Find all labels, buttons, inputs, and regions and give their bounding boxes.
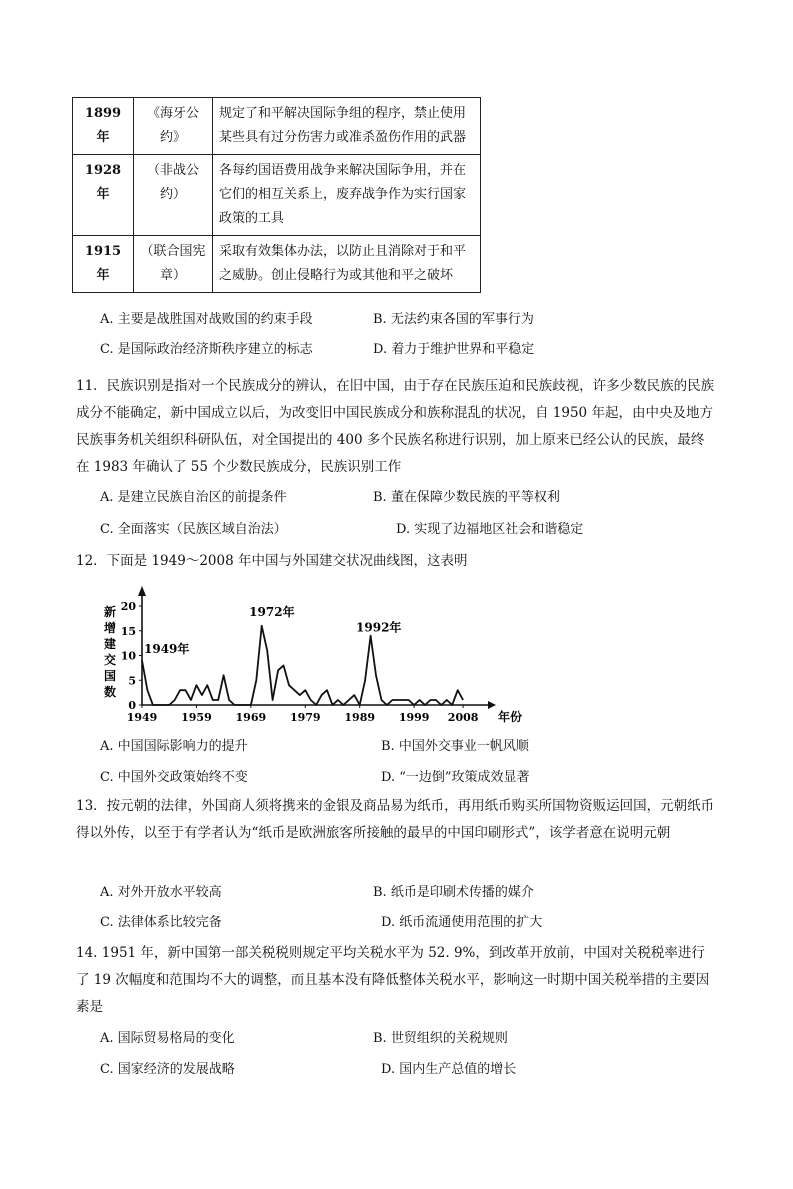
q10-option-a[interactable]: A. 主要是战胜国对战败国的约束手段 xyxy=(100,312,313,327)
y-axis-arrow xyxy=(138,586,146,596)
x-tick-label: 1989 xyxy=(344,711,376,724)
q11-option-c[interactable]: C. 全面落实（民族区域自治法） xyxy=(100,522,287,537)
treaty-name-cell: 《海牙公约》 xyxy=(134,98,213,155)
question-14-stem: 14. 1951 年，新中国第一部关税税则规定平均关税水平为 52. 9%，到改革开放前，中国对关税税率进行了 19 次幅度和范围均不大的调整，而且基本没有降低整体关税水平，影响这一时期中国关税举措的主要因素是 xyxy=(76,945,710,1015)
q14-option-d[interactable]: D. 国内生产总值的增长 xyxy=(381,1062,517,1077)
question-13-stem: 13．按元朝的法律，外国商人须将携来的金银及商品易为纸币，再用纸币购买所国物资贩运回国，元朝纸币得以外传，以至于有学者认为“纸币是欧洲旅客所接触的最早的中国印刷形式”，该学者意在说明元朝 xyxy=(76,798,715,841)
y-tick-label: 10 xyxy=(120,649,136,663)
question-12-stem: 12．下面是 1949～2008 年中国与外国建交状况曲线图，这表明 xyxy=(76,553,468,569)
x-axis-arrow xyxy=(488,701,496,709)
x-axis-label: 年份 xyxy=(498,710,523,724)
x-tick-label: 1959 xyxy=(181,711,212,724)
series-line xyxy=(142,626,463,705)
y-tick-label: 5 xyxy=(128,674,136,688)
y-axis-label-char: 交 xyxy=(103,653,117,667)
peak-annotation: 1949年 xyxy=(144,642,190,657)
y-axis-label-char: 增 xyxy=(103,621,117,635)
year-cell: 1928年 xyxy=(73,155,134,236)
q13-option-b[interactable]: B. 纸币是印刷术传播的媒介 xyxy=(373,885,534,900)
y-axis-label-char: 数 xyxy=(103,685,117,699)
q14-option-a[interactable]: A. 国际贸易格局的变化 xyxy=(100,1031,235,1046)
y-tick-label: 0 xyxy=(128,699,136,712)
peak-annotation: 1992年 xyxy=(356,620,402,635)
q13-option-a[interactable]: A. 对外开放水平较高 xyxy=(100,885,222,900)
content-cell: 规定了和平解决国际争组的程序，禁止使用某些具有过分伤害力或准杀盈伤作用的武器 xyxy=(213,98,481,155)
content-cell: 采取有效集体办法，以防止且消除对于和平之威胁。创止侵略行为或其他和平之破坏 xyxy=(213,236,481,293)
content-cell: 各每约国语费用战争来解决国际争用，并在它们的相互关系上，废弃战争作为实行国家政策的工具 xyxy=(213,155,481,236)
treaty-name-cell: （联合国宪章） xyxy=(134,236,213,293)
q11-option-d[interactable]: D. 实现了边福地区社会和谐稳定 xyxy=(396,522,584,537)
q12-option-a[interactable]: A. 中国国际影响力的提升 xyxy=(100,739,248,754)
treaty-table xyxy=(72,97,481,293)
q14-option-c[interactable]: C. 国家经济的发展战略 xyxy=(100,1062,235,1077)
y-axis-label-char: 国 xyxy=(103,669,117,683)
treaty-name-cell: （非战公约） xyxy=(134,155,213,236)
q11-option-a[interactable]: A. 是建立民族自治区的前提条件 xyxy=(100,490,287,505)
year-cell: 1915年 xyxy=(73,236,134,293)
q12-option-b[interactable]: B. 中国外交事业一帆风顺 xyxy=(381,739,529,754)
q12-option-c[interactable]: C. 中国外交政策始终不变 xyxy=(100,770,248,785)
table-row xyxy=(73,98,481,155)
q13-option-c[interactable]: C. 法律体系比较完备 xyxy=(100,915,222,930)
y-tick-label: 15 xyxy=(120,624,136,638)
x-tick-label: 2008 xyxy=(447,711,479,724)
q14-option-b[interactable]: B. 世贸组织的关税规则 xyxy=(373,1031,508,1046)
x-tick-label: 1979 xyxy=(289,711,321,724)
x-tick-label: 1999 xyxy=(398,711,430,724)
x-tick-label: 1949 xyxy=(126,711,158,724)
year-cell: 1899年 xyxy=(73,98,134,155)
q11-option-b[interactable]: B. 董在保障少数民族的平等权利 xyxy=(373,490,560,505)
y-axis-label-char: 建 xyxy=(103,637,117,651)
q13-option-d[interactable]: D. 纸币流通使用范围的扩大 xyxy=(381,915,543,930)
q10-option-c[interactable]: C. 是国际政治经济斯秩序建立的标志 xyxy=(100,342,313,357)
y-axis-label-char: 新 xyxy=(103,605,117,619)
q10-option-d[interactable]: D. 着力于维护世界和平稳定 xyxy=(373,342,535,357)
peak-annotation: 1972年 xyxy=(249,604,295,619)
diplomatic-relations-chart xyxy=(96,578,523,730)
q10-option-b[interactable]: B. 无法约束各国的军事行为 xyxy=(373,312,534,327)
table-row xyxy=(73,236,481,293)
y-tick-label: 20 xyxy=(120,600,136,613)
q12-option-d[interactable]: D. “一边倒”玫策成效显著 xyxy=(381,770,530,785)
x-tick-label: 1969 xyxy=(235,711,267,724)
question-11-stem: 11．民族识别是指对一个民族成分的辨认，在旧中国，由于存在民族压迫和民族歧视，许多少数民族的民族成分不能确定，新中国成立以后，为改变旧中国民族成分和族称混乱的状况，自 1950 年起，由中央及地方民族事务机关组织科研队伍，对全国提出的 400 多个民族名称进行识别，加上原来已经公认的民族，最终在 1983 年确认了 55 个少数民族成分，民族识别工作 xyxy=(76,378,715,475)
table-row xyxy=(73,155,481,236)
